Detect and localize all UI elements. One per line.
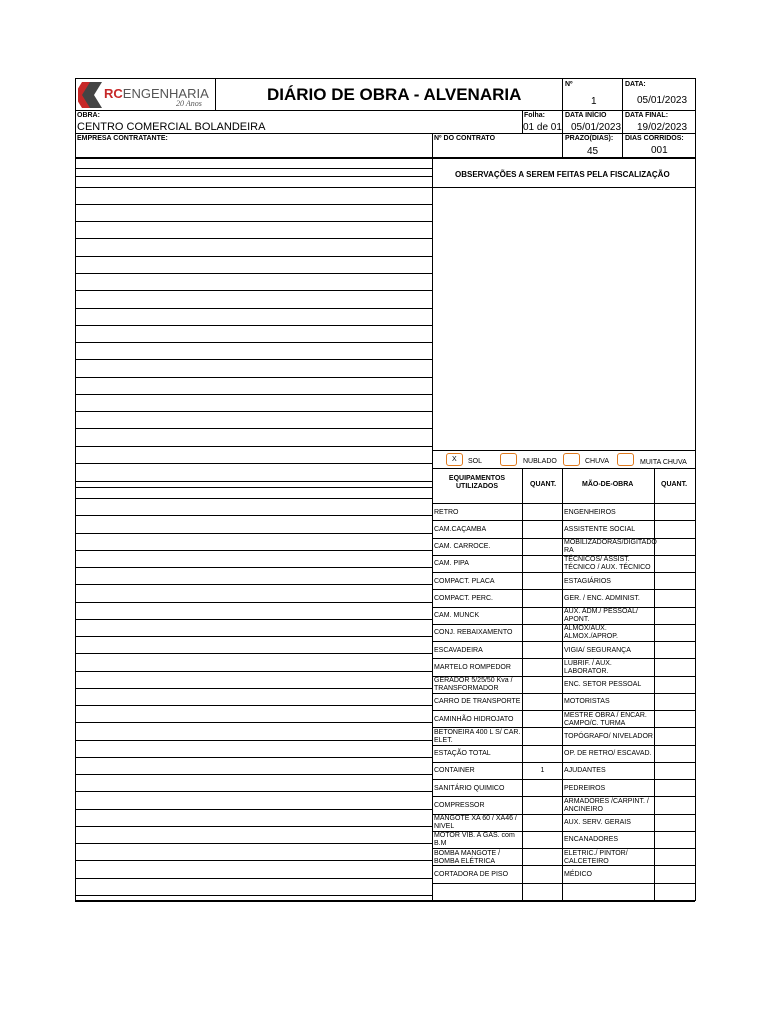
- equipamento-quant[interactable]: [523, 677, 562, 694]
- mao-de-obra-name: AUX. ADM./ PESSOAL/ APONT.: [564, 608, 638, 624]
- table-row: [432, 504, 695, 521]
- writing-line: [75, 187, 432, 188]
- form-title: DIÁRIO DE OBRA - ALVENARIA: [267, 85, 522, 104]
- mao-de-obra-name: VIGIA/ SEGURANÇA: [564, 646, 631, 654]
- logo-text: RCENGENHARIA: [104, 86, 209, 101]
- sol-checkbox[interactable]: [446, 453, 463, 466]
- writing-line: [75, 428, 432, 429]
- writing-line: [75, 176, 432, 177]
- writing-line: [75, 377, 432, 378]
- table-header-top-line: [432, 468, 695, 469]
- mao-de-obra-quant[interactable]: [655, 815, 695, 832]
- row-line-obra: [75, 110, 695, 111]
- data-value: 05/01/2023: [637, 95, 688, 106]
- mao-de-obra-name: MÉDICO: [564, 870, 592, 878]
- muita-chuva-label: MUITA CHUVA: [640, 459, 687, 466]
- writing-line: [75, 809, 432, 810]
- table-row: [432, 556, 695, 573]
- writing-line: [75, 446, 432, 447]
- numero-label: Nº: [565, 81, 573, 88]
- company-logo: [78, 80, 213, 110]
- mao-de-obra-name: TÉCNICOS/ ASSIST. TÉCNICO / AUX. TÉCNICO: [564, 556, 651, 572]
- writing-line: [75, 238, 432, 239]
- mao-de-obra-quant[interactable]: [655, 539, 695, 556]
- sol-label: SOL: [468, 458, 483, 465]
- equipamento-quant[interactable]: [523, 573, 562, 590]
- quant2-header: QUANT.: [661, 481, 688, 488]
- chuva-checkbox[interactable]: [563, 453, 580, 466]
- folha-value: 01 de 01: [523, 122, 562, 133]
- frame-bottom-line: [75, 900, 695, 902]
- table-row: [432, 832, 695, 849]
- table-row: [432, 694, 695, 711]
- data-final-label: DATA FINAL:: [625, 112, 669, 119]
- row-line-empresa: [75, 133, 695, 134]
- mao-de-obra-name: ENGENHEIROS: [564, 508, 616, 516]
- equipamento-quant[interactable]: [523, 659, 562, 676]
- writing-line: [75, 653, 432, 654]
- table-row: [432, 849, 695, 866]
- mao-de-obra-name: ELETRIC./ PINTOR/ CALCETEIRO: [564, 849, 628, 865]
- equipamento-quant[interactable]: [523, 711, 562, 728]
- equipamento-quant[interactable]: [523, 590, 562, 607]
- equipamento-name: GERADOR 5/25/50 Kva / TRANSFORMADOR: [434, 677, 513, 693]
- observacoes-area[interactable]: [433, 188, 695, 450]
- mao-de-obra-quant[interactable]: [655, 694, 695, 711]
- equipamento-name: COMPRESSOR: [434, 801, 485, 809]
- writing-line: [75, 487, 432, 488]
- equipamento-name: ESTAÇÃO TOTAL: [434, 750, 491, 758]
- writing-line: [75, 740, 432, 741]
- dias-corridos-value: 001: [651, 145, 668, 156]
- data-inicio-value: 05/01/2023: [571, 122, 622, 133]
- logo-divider: [215, 78, 216, 111]
- mao-de-obra-quant[interactable]: [655, 504, 695, 521]
- writing-line: [75, 342, 432, 343]
- mao-de-obra-name: ARMADORES /CARPINT. / ANCINEIRO: [564, 797, 649, 813]
- equipamento-quant[interactable]: [523, 866, 562, 883]
- mao-de-obra-name: MOTORISTAS: [564, 698, 610, 706]
- mao-de-obra-quant[interactable]: [655, 521, 695, 538]
- quant-header: QUANT.: [530, 481, 557, 488]
- equipamento-name: MARTELO ROMPEDOR: [434, 663, 511, 671]
- prazo-label: PRAZO(DIAS):: [565, 135, 614, 142]
- equipamento-quant[interactable]: [523, 504, 562, 521]
- writing-line: [75, 325, 432, 326]
- writing-line: [75, 204, 432, 205]
- data-final-value: 19/02/2023: [637, 122, 688, 133]
- folha-label: Folha:: [524, 112, 545, 119]
- mao-de-obra-name: ESTAGIÁRIOS: [564, 577, 611, 585]
- mao-de-obra-name: AUX. SERV. GERAIS: [564, 819, 631, 827]
- mao-de-obra-quant[interactable]: [655, 849, 695, 866]
- writing-line: [75, 359, 432, 360]
- mao-de-obra-name: GER. / ENC. ADMINIST.: [564, 594, 640, 602]
- table-row: [432, 780, 695, 797]
- equipamento-quant[interactable]: [523, 694, 562, 711]
- table-row: [432, 763, 695, 780]
- mao-de-obra-quant[interactable]: [655, 659, 695, 676]
- equipamento-quant[interactable]: [523, 539, 562, 556]
- mao-de-obra-name: ALMOX/AUX. ALMOX./APROP.: [564, 625, 618, 641]
- equipamento-quant[interactable]: [523, 521, 562, 538]
- writing-line: [75, 671, 432, 672]
- writing-line: [75, 843, 432, 844]
- writing-line: [75, 463, 432, 464]
- table-row: [432, 815, 695, 832]
- table-row: [432, 711, 695, 728]
- equipamento-name: MANGOTE XA 60 / XA46 / NIVEL: [434, 815, 517, 831]
- data-inicio-label: DATA INÍCIO: [565, 112, 607, 119]
- mao-de-obra-name: ASSISTENTE SOCIAL: [564, 525, 636, 533]
- equipamento-quant[interactable]: [523, 849, 562, 866]
- equipamento-quant[interactable]: [523, 556, 562, 573]
- numero-value: 1: [591, 96, 597, 107]
- data-label: DATA:: [625, 81, 646, 88]
- writing-line: [75, 774, 432, 775]
- writing-line: [75, 791, 432, 792]
- equipamento-quant[interactable]: [523, 797, 562, 814]
- writing-line: [75, 498, 432, 499]
- writing-line: [75, 256, 432, 257]
- sol-check-mark: X: [452, 456, 457, 463]
- writing-line: [75, 411, 432, 412]
- chuva-label: CHUVA: [585, 458, 609, 465]
- writing-line: [75, 705, 432, 706]
- writing-line: [75, 567, 432, 568]
- writing-line: [75, 308, 432, 309]
- table-row: [432, 642, 695, 659]
- table-row: [432, 677, 695, 694]
- equipamento-name: CAM.CAÇAMBA: [434, 525, 487, 533]
- equipamento-name: BOMBA MANGOTE / BOMBA ELÉTRICA: [434, 849, 501, 865]
- table-row: [432, 746, 695, 763]
- mao-de-obra-quant[interactable]: [655, 780, 695, 797]
- mao-de-obra-quant[interactable]: [655, 608, 695, 625]
- mao-de-obra-quant[interactable]: [655, 797, 695, 814]
- equipamento-name: RETRO: [434, 508, 459, 516]
- equipamento-name: COMPACT. PLACA: [434, 577, 495, 585]
- mao-de-obra-quant[interactable]: [655, 590, 695, 607]
- table-row: [432, 573, 695, 590]
- equipamentos-header: EQUIPAMENTOS UTILIZADOS: [448, 475, 506, 490]
- empresa-label: EMPRESA CONTRATANTE:: [77, 135, 168, 142]
- frame-left-line: [75, 78, 76, 901]
- table-row: [432, 728, 695, 745]
- writing-line: [75, 878, 432, 879]
- observacoes-title: OBSERVAÇÕES A SEREM FEITAS PELA FISCALIZAÇÃO: [455, 170, 670, 179]
- equipamento-name: MOTOR VIB. A GAS. com B.M: [434, 832, 515, 848]
- table-row: [432, 521, 695, 538]
- frame-top-line: [75, 78, 695, 79]
- mao-de-obra-quant[interactable]: [655, 866, 695, 883]
- writing-line: [75, 168, 432, 169]
- equipamento-quant[interactable]: [523, 625, 562, 642]
- writing-line: [75, 602, 432, 603]
- mao-de-obra-quant[interactable]: [655, 642, 695, 659]
- mao-de-obra-quant[interactable]: [655, 573, 695, 590]
- equipamento-quant[interactable]: [523, 608, 562, 625]
- header-divider-1: [562, 78, 563, 158]
- equipamento-quant[interactable]: [523, 642, 562, 659]
- header-divider-2: [622, 78, 623, 158]
- mao-de-obra-name: TOPÓGRAFO/ NIVELADOR: [564, 732, 653, 740]
- equipamento-name: CAM. CARROCE.: [434, 543, 491, 551]
- mao-de-obra-name: PEDREIROS: [564, 784, 606, 792]
- equipamento-name: CAM. MUNCK: [434, 612, 480, 620]
- mao-de-obra-name: OP. DE RETRO/ ESCAVAD.: [564, 750, 652, 758]
- mao-de-obra-name: ENCANADORES: [564, 836, 619, 844]
- writing-line: [75, 860, 432, 861]
- writing-line: [75, 826, 432, 827]
- equipamento-name: SANITÁRIO QUIMICO: [434, 784, 505, 792]
- equipamento-name: CONJ. REBAIXAMENTO: [434, 629, 513, 637]
- mao-de-obra-header: MÃO-DE-OBRA: [582, 481, 634, 488]
- mao-de-obra-quant[interactable]: [655, 556, 695, 573]
- mao-de-obra-quant[interactable]: [655, 763, 695, 780]
- mao-de-obra-quant[interactable]: [655, 711, 695, 728]
- dias-corridos-label: DIAS CORRIDOS:: [625, 135, 684, 142]
- table-row: [432, 625, 695, 642]
- mao-de-obra-name: MESTRE OBRA / ENCAR. CAMPO/C. TURMA: [564, 711, 647, 727]
- mao-de-obra-name: LUBRIF. / AUX. LABORATOR.: [564, 659, 612, 675]
- contrato-label: Nº DO CONTRATO: [434, 135, 496, 142]
- equipamento-name: CONTAINER: [434, 767, 475, 775]
- table-row: [432, 608, 695, 625]
- equipamento-quant[interactable]: [523, 728, 562, 745]
- frame-right-line: [695, 78, 696, 901]
- writing-line: [75, 722, 432, 723]
- equipamento-name: ESCAVADEIRA: [434, 646, 483, 654]
- table-row: [432, 866, 695, 883]
- equipamento-name: CARRO DE TRANSPORTE: [434, 698, 521, 706]
- writing-line: [75, 636, 432, 637]
- writing-line: [75, 533, 432, 534]
- equipamento-quant[interactable]: [523, 815, 562, 832]
- writing-line: [75, 895, 432, 896]
- writing-line: [75, 688, 432, 689]
- equipamento-quant[interactable]: [523, 832, 562, 849]
- mao-de-obra-name: ENC. SETOR PESSOAL: [564, 681, 642, 689]
- writing-line: [75, 273, 432, 274]
- mao-de-obra-name: MOBILIZADORAS/DIGITADO RA: [564, 539, 657, 555]
- equipamento-quant[interactable]: [523, 780, 562, 797]
- muita-chuva-checkbox[interactable]: [617, 453, 634, 466]
- equipamento-name: COMPACT. PERC.: [434, 594, 493, 602]
- logo-subtitle: 20 Anos: [176, 99, 202, 108]
- writing-line: [75, 515, 432, 516]
- mao-de-obra-quant[interactable]: [655, 728, 695, 745]
- mao-de-obra-quant[interactable]: [655, 746, 695, 763]
- prazo-value: 45: [587, 146, 599, 157]
- header-bottom-line: [75, 157, 695, 159]
- nublado-label: NUBLADO: [523, 458, 557, 465]
- nublado-checkbox[interactable]: [500, 453, 517, 466]
- writing-line: [75, 290, 432, 291]
- mao-de-obra-name: AJUDANTES: [564, 767, 606, 775]
- table-row: [432, 539, 695, 556]
- writing-line: [75, 619, 432, 620]
- equipamento-quant[interactable]: [523, 746, 562, 763]
- mao-de-obra-quant[interactable]: [655, 832, 695, 849]
- equipamento-name: CAM. PIPA: [434, 560, 469, 568]
- table-row: [432, 659, 695, 676]
- obra-label: OBRA:: [77, 112, 100, 119]
- writing-line: [75, 757, 432, 758]
- writing-line: [75, 481, 432, 482]
- row-separator: [432, 883, 695, 884]
- writing-line: [75, 394, 432, 395]
- writing-line: [75, 221, 432, 222]
- writing-line: [75, 584, 432, 585]
- equipamento-name: CORTADORA DE PISO: [434, 870, 509, 878]
- equipamento-quant[interactable]: 1: [540, 767, 545, 775]
- equipamento-name: CAMINHÃO HIDROJATO: [434, 715, 514, 723]
- writing-line: [75, 550, 432, 551]
- equipamento-name: BETONEIRA 400 L S/ CAR. ELET.: [434, 728, 521, 744]
- mao-de-obra-quant[interactable]: [655, 625, 695, 642]
- obra-value: CENTRO COMERCIAL BOLANDEIRA: [77, 121, 266, 133]
- weather-top-line: [432, 450, 695, 451]
- mao-de-obra-quant[interactable]: [655, 677, 695, 694]
- table-row: [432, 797, 695, 814]
- table-row: [432, 590, 695, 607]
